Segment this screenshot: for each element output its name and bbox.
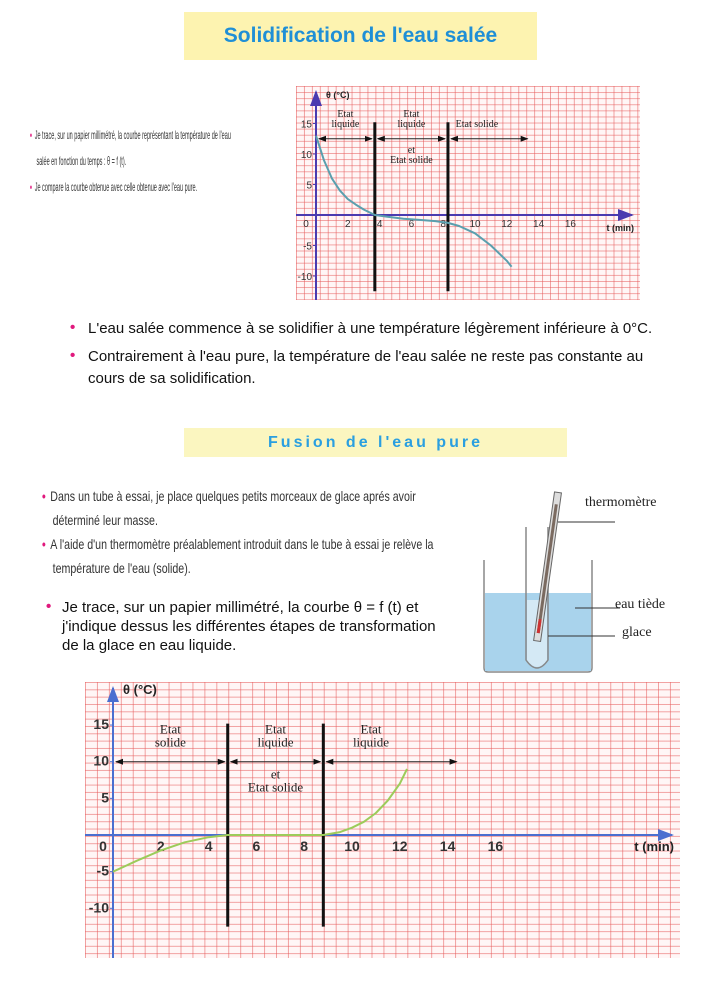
- x-tick-label: 16: [487, 838, 504, 854]
- step-text: A l'aide d'un thermomètre préalablement introduit dans le tube à essai je relève la: [50, 536, 434, 552]
- phase-label: et: [270, 766, 281, 782]
- y-tick-label: 15: [93, 716, 109, 733]
- section-title-solidification: Solidification de l'eau salée: [184, 12, 537, 60]
- solidification-steps: [30, 122, 231, 200]
- fusion-instruction: [46, 598, 466, 661]
- chart-pure-water-fusion: [85, 682, 680, 958]
- phase-label: liquide: [257, 734, 294, 750]
- x-tick-label: 16: [564, 219, 576, 230]
- phase-label: Etat: [403, 108, 420, 120]
- instruction-text: Je trace, sur un papier millimétré, la courbe θ = f (t) et: [62, 599, 419, 616]
- phase-label: Etat solide: [247, 779, 304, 795]
- conclusion-text: L'eau salée commence à se solidifier à une température légèrement inférieure à 0°C.: [88, 320, 653, 337]
- x-tick-label: 12: [501, 219, 513, 230]
- x-tick-label: 2: [345, 219, 351, 230]
- step-text: température de l'eau (solide).: [52, 560, 191, 576]
- y-tick-label: 15: [300, 119, 312, 131]
- y-tick-label: -10: [88, 899, 109, 916]
- bullet-icon: •: [42, 488, 46, 504]
- x-tick-label: 10: [469, 219, 481, 230]
- x-tick-label: 8: [300, 838, 309, 854]
- x-tick-label: 2: [156, 838, 165, 854]
- warm-water-label: eau tiède: [615, 597, 666, 612]
- x-axis-label: t (min): [634, 839, 674, 854]
- ice-label: glace: [622, 625, 652, 640]
- beaker-thermometer-illustration: [470, 480, 690, 680]
- phase-label: Etat solide: [390, 154, 433, 166]
- bullet-icon: •: [30, 180, 32, 194]
- chart-svg: [296, 86, 640, 300]
- x-tick-label: 14: [439, 838, 456, 854]
- phase-label: solide: [154, 734, 186, 750]
- bullet-icon: •: [70, 319, 76, 336]
- instruction-text: j'indique dessus les différentes étapes de transformation: [62, 618, 436, 635]
- x-tick-label: 12: [392, 838, 408, 854]
- experiment-figure: [470, 480, 690, 680]
- phase-label: liquide: [331, 118, 360, 130]
- x-tick-label: 10: [344, 838, 360, 854]
- x-tick-label: 0: [99, 838, 107, 854]
- chart-svg: [85, 682, 680, 958]
- fusion-steps: [42, 484, 433, 580]
- y-tick-label: 5: [306, 180, 312, 192]
- section-title-fusion: Fusion de l'eau pure: [184, 428, 567, 457]
- step-text: Je trace, sur un papier millimétré, la courbe représentant la température de l'eau: [34, 128, 231, 142]
- y-tick-label: 10: [300, 150, 312, 161]
- y-tick-label: -5: [96, 862, 109, 879]
- x-tick-label: 0: [303, 219, 309, 230]
- x-tick-label: 6: [252, 838, 261, 854]
- thermometer-label: thermomètre: [585, 495, 657, 510]
- x-tick-label: 4: [204, 838, 213, 854]
- phase-label: Etat: [360, 721, 382, 737]
- step-text: salée en fonction du temps : θ = f (t).: [36, 154, 127, 168]
- phase-label: liquide: [352, 734, 390, 750]
- x-tick-label: 14: [533, 219, 545, 230]
- y-axis-label: θ (°C): [123, 682, 157, 697]
- bullet-icon: •: [30, 128, 32, 142]
- y-tick-label: 10: [93, 752, 109, 769]
- step-text: déterminé leur masse.: [52, 512, 158, 528]
- x-tick-label: 4: [376, 219, 383, 230]
- y-tick-label: 5: [101, 789, 109, 806]
- phase-label: Etat: [337, 108, 354, 120]
- phase-label: Etat solide: [455, 118, 499, 130]
- phase-label: et: [407, 144, 416, 156]
- conclusion-text: Contrairement à l'eau pure, la température de l'eau salée ne reste pas constante au cours de sa solidification.: [88, 348, 644, 387]
- solidification-conclusions: [70, 318, 680, 396]
- phase-label: Etat: [265, 721, 286, 737]
- x-tick-label: 8: [440, 219, 446, 230]
- bullet-icon: •: [70, 347, 76, 364]
- chart-salt-water-solidification: [296, 86, 640, 300]
- instruction-text: de la glace en eau liquide.: [62, 637, 237, 654]
- phase-label: liquide: [397, 118, 426, 130]
- phase-label: Etat: [159, 721, 181, 737]
- step-text: Dans un tube à essai, je place quelques petits morceaux de glace aprés avoir: [50, 488, 416, 504]
- y-tick-label: -10: [297, 272, 312, 283]
- bullet-icon: •: [46, 598, 52, 615]
- step-text: Je compare la courbe obtenue avec celle obtenue avec l'eau pure.: [34, 180, 198, 194]
- y-tick-label: -5: [303, 241, 312, 253]
- bullet-icon: •: [42, 536, 46, 552]
- x-tick-label: 6: [408, 219, 415, 230]
- x-axis-label: t (min): [606, 223, 634, 233]
- y-axis-label: θ (°C): [326, 90, 350, 100]
